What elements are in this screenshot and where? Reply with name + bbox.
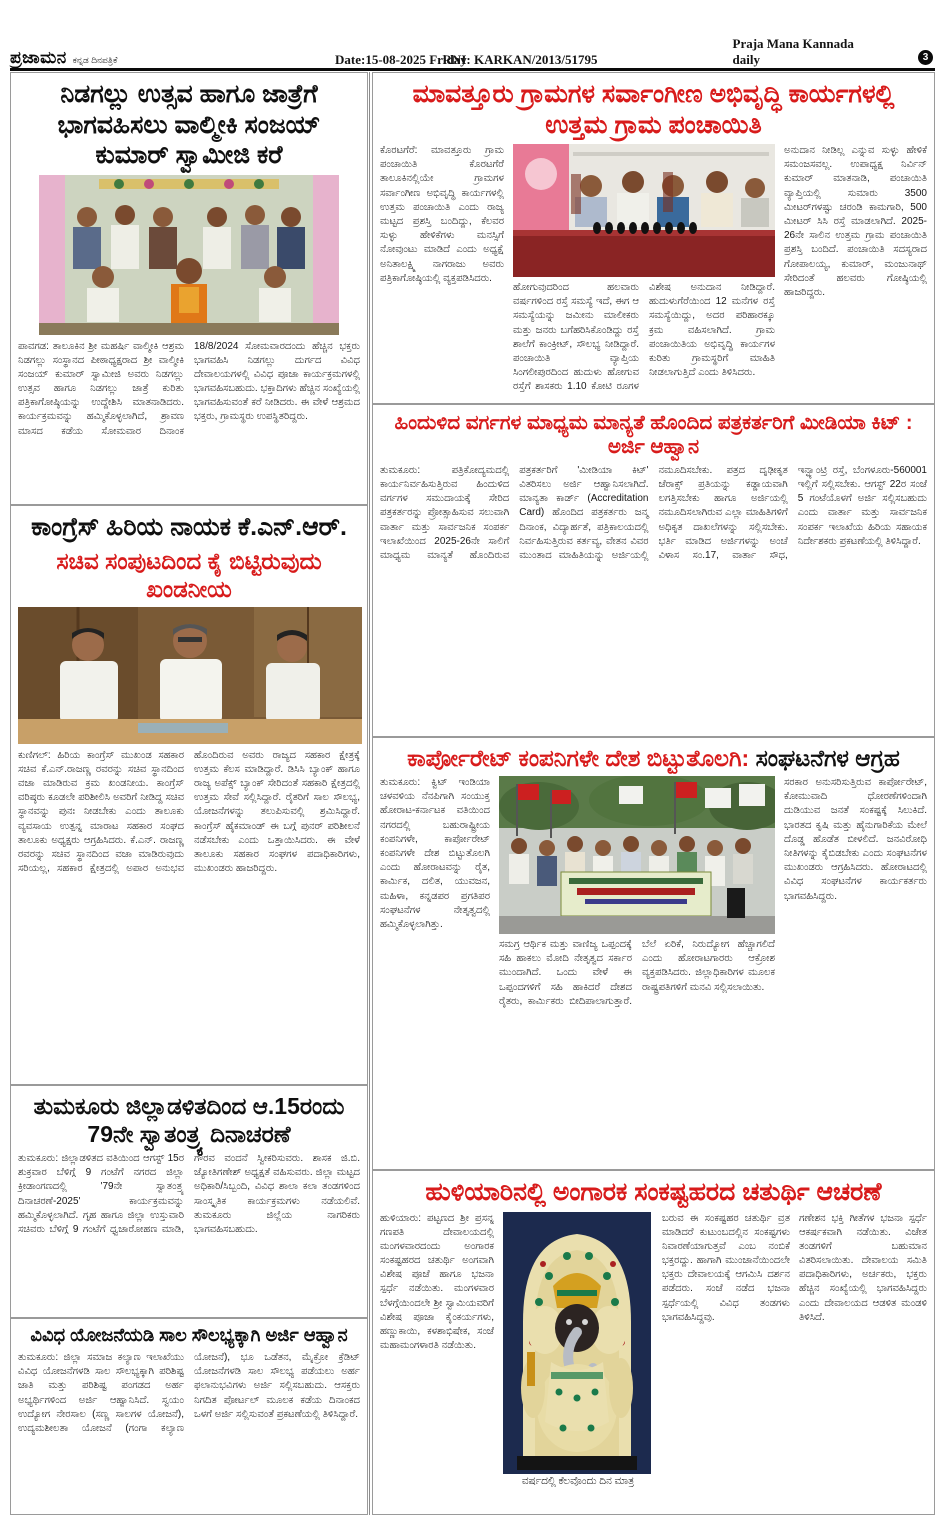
- edition-date: Date:15-08-2025 Friday: [335, 52, 467, 67]
- article-mavatturu-panchayat: [372, 72, 935, 404]
- three-men-photo-illustration: [18, 607, 362, 744]
- article-headline: ಹುಳಿಯಾರಿನಲ್ಲಿ ಅಂಗಾರಕ ಸಂಕಷ್ಟಹರದ ಚತುರ್ಥಿ ಆಚರಣೆ: [425, 1178, 882, 1206]
- article-headline-red: ಕಾರ್ಪೋರೇಟ್ ಕಂಪನಿಗಳೇ ದೇಶ ಬಿಟ್ಟುತೊಲಗಿ:: [407, 745, 750, 771]
- article-media-kit: [372, 404, 935, 737]
- article-headline: [380, 744, 927, 772]
- photo-caption: ವರ್ಷದಲ್ಲಿ ಕೆಲವೊಂದು ದಿನ ಮಾತ್ರ: [521, 1475, 635, 1487]
- article-body-below-photo: ಹೋಗುವುದರಿಂದ ಹಲವಾರು ವರ್ಷಗಳಿಂದ ರಸ್ತೆ ಸಮಸ್ಯೆ ಇದೆ, ಈಗ ಆ ಸಮಸ್ಯೆಯನ್ನು ಜಮೀನು ಮಾಲೀಕರು ಮತ್ತು ಜನರು ಬಗೆಹರಿಸಿಕೊಂಡಿದ್ದು ರಸ್ತೆ ಶಾಲೆಗೆ ಕಾಂಕ್ರೀಟ್, ಸೌಲಭ್ಯ ನೀಡಿದ್ದಾರೆ. ಪಂಚಾಯಿತಿ ವ್ಯಾಪ್ತಿಯ ಸಿಂಗಲೀಪುರದಿಂದ ಹುದುಳು ಹೋಗುವ ರಸ್ತೆಗೆ ಶಾಸಕರು 1.10 ಕೋಟಿ ರೂಗಳ ವಿಶೇಷ ಅನುದಾನ ನೀಡಿದ್ದಾರೆ. ಹುದುಳುಗೆರೆಯಿಂದ 12 ಮನೆಗಳ ರಸ್ತೆ ಸಮಸ್ಯೆಯಿದ್ದು, ಅದರ ಪರಿಹಾರಕ್ಕೂ ಕ್ರಮ ವಹಿಸಲಾಗಿದೆ. ಗ್ರಾಮ ಪಂಚಾಯಿತಿಯ ಅಭಿವೃದ್ಧಿ ಕಾರ್ಯಗಳ ಕುರಿತು ಗ್ರಾಮಸ್ಥರಿಗೆ ಮಾಹಿತಿ ನೀಡಲಾಗುತ್ತಿದೆ ಎಂದು ತಿಳಿಸಿದರು.: [513, 282, 775, 393]
- article-corporate-protest: [372, 737, 935, 1170]
- press-conference-illustration: [513, 144, 775, 277]
- article-knr-cabinet: [10, 505, 368, 1085]
- article-body: ತುಮಕೂರು: ಜಿಲ್ಲಾಡಳಿತದ ವತಿಯಿಂದ ಆಗಸ್ಟ್ 15ರ ಶುಕ್ರವಾರ ಬೆಳಿಗ್ಗೆ 9 ಗಂಟೆಗೆ ನಗರದ ಜಿಲ್ಲಾ ಕ್ರೀಡಾಂಗಣದಲ್ಲಿ '79ನೇ ಸ್ವಾತಂತ್ರ್ಯ ದಿನಾಚರಣೆ-2025' ಕಾರ್ಯಕ್ರಮವನ್ನು ಹಮ್ಮಿಕೊಳ್ಳಲಾಗಿದೆ. ಗೃಹ ಹಾಗೂ ಜಿಲ್ಲಾ ಉಸ್ತುವಾರಿ ಸಚಿವರು ಬೆಳಿಗ್ಗೆ 9 ಗಂಟೆಗೆ ಧ್ವಜಾರೋಹಣ ಮಾಡಿ, ಗೌರವ ವಂದನೆ ಸ್ವೀಕರಿಸುವರು. ಶಾಸಕ ಜಿ.ಬಿ. ಜ್ಯೋತಿಗಣೇಶ್ ಅಧ್ಯಕ್ಷತೆ ವಹಿಸುವರು. ಜಿಲ್ಲಾ ಮಟ್ಟದ ಅಧಿಕಾರಿ/ಸಿಬ್ಬಂದಿ, ವಿವಿಧ ಶಾಲಾ ಕಲಾ ತಂಡಗಳಿಂದ ಸಾಂಸ್ಕೃತಿಕ ಕಾರ್ಯಕ್ರಮಗಳು ನಡೆಯಲಿವೆ. ತುಮಕೂರು ಜಿಲ್ಲೆಯ ನಾಗರಿಕರು ಭಾಗವಹಿಸಬಹುದು.: [18, 1153, 360, 1236]
- article-body-col1: ಕೊರಟಗೆರೆ: ಮಾವತ್ತೂರು ಗ್ರಾಮ ಪಂಚಾಯಿತಿ ಕೊರಟಗೆರೆ ತಾಲೂಕಿನಲ್ಲಿಯೇ ಗ್ರಾಮಗಳ ಸರ್ವಾಂಗೀಣ ಅಭಿವೃದ್ಧಿ ಕಾರ್ಯಗಳಲ್ಲಿ ಉತ್ತಮ ಪಂಚಾಯಿತಿ ಎಂದು ರಾಜ್ಯ ಮಟ್ಟದ ಪ್ರಶಸ್ತಿ ಬಂದಿದ್ದು, ಕೆಲವರ ಸುಳ್ಳು ಹೇಳಿಕೆಗಳು ಮನಸ್ಸಿಗೆ ನೋವುಂಟು ಮಾಡಿದೆ ಎಂದು ಅಧ್ಯಕ್ಷೆ ಅನಿತಾಲಕ್ಷ್ಮಿ ನಾಗರಾಜು ಅವರು ಪತ್ರಿಕಾಗೋಷ್ಠಿಯಲ್ಲಿ ವ್ಯಕ್ತಪಡಿಸಿದರು.: [380, 145, 504, 284]
- article-huliyar-chaturthi: [372, 1170, 935, 1515]
- article-body-col4: ಅನುದಾನ ನೀಡಿಲ್ಲ ಎನ್ನುವ ಸುಳ್ಳು ಹೇಳಿಕೆ ಸಮಂಜಸವಲ್ಲ. ಉಪಾಧ್ಯಕ್ಷ ನಿರ್ವಿನ್ ಕುಮಾರ್ ಮಾತನಾಡಿ, ಪಂಚಾಯಿತಿ ವ್ಯಾಪ್ತಿಯಲ್ಲಿ ಸುಮಾರು 3500 ಮೀಟರ್‌ಗಳಷ್ಟು ಚರಂಡಿ ಕಾಮಗಾರಿ, 500 ಮೀಟರ್ ಸಿಸಿ ರಸ್ತೆ ಮಾಡಲಾಗಿದೆ. 2025-26ನೇ ಸಾಲಿನ ಉತ್ತಮ ಗ್ರಾಮ ಪಂಚಾಯಿತಿ ಪ್ರಶಸ್ತಿ ಬಂದಿದೆ. ಪಂಚಾಯಿತಿ ಸದಸ್ಯರಾದ ಗೋಪಾಲಯ್ಯ, ಕುಮಾರ್, ಮಂಜುನಾಥ್ ಸೇರಿದಂತೆ ಹಲವರು ಗೋಷ್ಠಿಯಲ್ಲಿ ಹಾಜರಿದ್ದರು.: [784, 145, 927, 298]
- article-headline-black: ಸಂಘಟನೆಗಳ ಆಗ್ರಹ: [755, 745, 900, 771]
- article-body: ತುಮಕೂರು: ಜಿಲ್ಲಾ ಸಮಾಜ ಕಲ್ಯಾಣ ಇಲಾಖೆಯು ವಿವಿಧ ಯೋಜನೆಗಳಡಿ ಸಾಲ ಸೌಲಭ್ಯಕ್ಕಾಗಿ ಪರಿಶಿಷ್ಟ ಜಾತಿ ಮತ್ತು ಪರಿಶಿಷ್ಟ ಪಂಗಡದ ಅರ್ಹ ಅಭ್ಯರ್ಥಿಗಳಿಂದ ಅರ್ಜಿ ಆಹ್ವಾನಿಸಿದೆ. ಸ್ವಯಂ ಉದ್ಯೋಗ ನೇರಸಾಲ (ಸಣ್ಣ ಸಾಲಗಳ ಯೋಜನೆ), ಉದ್ಯಮಶೀಲತಾ ಯೋಜನೆ (ಗಂಗಾ ಕಲ್ಯಾಣ ಯೋಜನೆ), ಭೂ ಒಡೆತನ, ಮೈಕ್ರೋ ಕ್ರೆಡಿಟ್ ಯೋಜನೆಗಳಡಿ ಸಾಲ ಸೌಲಭ್ಯ ಪಡೆಯಲು ಅರ್ಹ ಫಲಾನುಭವಿಗಳು ಅರ್ಜಿ ಸಲ್ಲಿಸಬಹುದು. ಆಸಕ್ತರು ನಿಗದಿತ ಪೋರ್ಟಲ್ ಮೂಲಕ ಕಡೆಯ ದಿನಾಂಕದ ಒಳಗೆ ಅರ್ಜಿ ಸಲ್ಲಿಸುವಂತೆ ಪ್ರಕಟಣೆಯಲ್ಲಿ ತಿಳಿಸಿದ್ದಾರೆ.: [18, 1351, 360, 1434]
- article-body-col4: ಸರಕಾರ ಅನುಸರಿಸುತ್ತಿರುವ ಕಾರ್ಪೋರೇಟ್, ಕೋಮುವಾದಿ ಧೋರಣೆಗಳಿಂದಾಗಿ ದುಡಿಯುವ ಜನತೆ ಸಂಕಷ್ಟಕ್ಕೆ ಸಿಲುಕಿದೆ. ಭಾರತದ ಕೃಷಿ ಮತ್ತು ಹೈನುಗಾರಿಕೆಯ ಮೇಲೆ ದೊಡ್ಡ ಹೊಡೆತ ಬೀಳಲಿದೆ. ಜನವಿರೋಧಿ ನೀತಿಗಳನ್ನು ಕೈಬಿಡಬೇಕು ಎಂದು ಸಂಘಟನೆಗಳ ಮುಖಂಡರು ಆಗ್ರಹಿಸಿದರು. ಹೋರಾಟದಲ್ಲಿ ವಿವಿಧ ಸಂಘಟನೆಗಳ ಕಾರ್ಯಕರ್ತರು ಭಾಗವಹಿಸಿದ್ದರು.: [784, 777, 927, 902]
- article-body: ತುಮಕೂರು: ಪತ್ರಿಕೋದ್ಯಮದಲ್ಲಿ ಕಾರ್ಯನಿರ್ವಹಿಸುತ್ತಿರುವ ಹಿಂದುಳಿದ ವರ್ಗಗಳ ಸಮುದಾಯಕ್ಕೆ ಸೇರಿದ ಪತ್ರಕರ್ತರನ್ನು ಪ್ರೋತ್ಸಾಹಿಸುವ ಸಲುವಾಗಿ ವಾರ್ತಾ ಮತ್ತು ಸಾರ್ವಜನಿಕ ಸಂಪರ್ಕ ಇಲಾಖೆಯಿಂದ 2025-26ನೇ ಸಾಲಿಗೆ ಮಾಧ್ಯಮ ಮಾನ್ಯತೆ ಹೊಂದಿರುವ ಪತ್ರಕರ್ತರಿಗೆ 'ಮೀಡಿಯಾ ಕಿಟ್' ವಿತರಿಸಲು ಅರ್ಜಿ ಆಹ್ವಾನಿಸಲಾಗಿದೆ. ಮಾನ್ಯತಾ ಕಾರ್ಡ್ (Accreditation Card) ಹೊಂದಿದ ಪತ್ರಕರ್ತರು ಜನ್ಮ ದಿನಾಂಕ, ವಿದ್ಯಾರ್ಹತೆ, ಪತ್ರಿಕಾಲಯದಲ್ಲಿ ನಿರ್ವಹಿಸುತ್ತಿರುವ ಕರ್ತವ್ಯ, ವೇತನ ವಿವರ ಮುಂತಾದ ಮಾಹಿತಿಯನ್ನು ಅರ್ಜಿಯಲ್ಲಿ ನಮೂದಿಸಬೇಕು. ಪತ್ರದ ದೃಢೀಕೃತ ಜೆರಾಕ್ಸ್ ಪ್ರತಿಯನ್ನು ಕಡ್ಡಾಯವಾಗಿ ಲಗತ್ತಿಸಬೇಕು ಹಾಗೂ ಅರ್ಜಿಯಲ್ಲಿ ನಮೂದಿಸಲಾಗಿರುವ ಎಲ್ಲಾ ಮಾಹಿತಿಗಳಿಗೆ ಅಧಿಕೃತ ದಾಖಲೆಗಳನ್ನು ಸಲ್ಲಿಸಬೇಕು. ಭರ್ತಿ ಮಾಡಿದ ಅರ್ಜಿಗಳನ್ನು ಅಂಚೆ ವಿಳಾಸ ಸಂ.17, ವಾರ್ತಾ ಸೌಧ, ಇನ್ಫ್ಯಾಂಟ್ರಿ ರಸ್ತೆ, ಬೆಂಗಳೂರು-560001 ಇಲ್ಲಿಗೆ ಸಲ್ಲಿಸಬೇಕು. ಆಗಸ್ಟ್ 22ರ ಸಂಜೆ 5 ಗಂಟೆಯೊಳಗೆ ಅರ್ಜಿ ಸಲ್ಲಿಸಬಹುದು ಎಂದು ವಾರ್ತಾ ಮತ್ತು ಸಾರ್ವಜನಿಕ ಸಂಪರ್ಕ ಇಲಾಖೆಯ ಹಿರಿಯ ಸಹಾಯಕ ನಿರ್ದೇಶಕರು ಪ್ರಕಟಣೆಯಲ್ಲಿ ತಿಳಿಸಿದ್ದಾರೆ.: [380, 464, 927, 561]
- article-headline: ಮಾವತ್ತೂರು ಗ್ರಾಮಗಳ ಸರ್ವಾಂಗೀಣ ಅಭಿವೃದ್ಧಿ ಕಾರ್ಯಗಳಲ್ಲಿ ಉತ್ತಮ ಗ್ರಾಮ ಪಂಚಾಯಿತಿ: [412, 80, 895, 139]
- article-headline: ವಿವಿಧ ಯೋಜನೆಯಡಿ ಸಾಲ ಸೌಲಭ್ಯಕ್ಕಾಗಿ ಅರ್ಜಿ ಆಹ್ವಾನ: [30, 1325, 348, 1345]
- article-body-col2: ಬರುವ ಈ ಸಂಕಷ್ಟಹರ ಚತುರ್ಥಿ ವ್ರತ ಮಾಡಿದರೆ ಕುಟುಂಬದಲ್ಲಿನ ಸಂಕಷ್ಟಗಳು ನಿವಾರಣೆಯಾಗುತ್ತವೆ ಎಂಬ ನಂಬಿಕೆ ಭಕ್ತರದ್ದು. ಹಾಗಾಗಿ ಮುಂಜಾನೆಯಿಂದಲೇ ಭಕ್ತರು ದೇವಾಲಯಕ್ಕೆ ಆಗಮಿಸಿ ದರ್ಶನ ಪಡೆದರು. ಸಂಜೆ ನಡೆದ ಭಜನಾ ಸ್ಪರ್ಧೆಯಲ್ಲಿ ವಿವಿಧ ತಂಡಗಳು ಭಾಗವಹಿಸಿದ್ದವು.: [662, 1212, 790, 1323]
- photo-press-conference: [513, 144, 775, 277]
- article-body-col3: ಗಣೇಶನ ಭಕ್ತಿ ಗೀತೆಗಳ ಭಜನಾ ಸ್ಪರ್ಧೆ ಆಕರ್ಷಕವಾಗಿ ನಡೆಯಿತು. ವಿಜೇತ ತಂಡಗಳಿಗೆ ಬಹುಮಾನ ವಿತರಿಸಲಾಯಿತು. ದೇವಾಲಯ ಸಮಿತಿ ಪದಾಧಿಕಾರಿಗಳು, ಅರ್ಚಕರು, ಭಕ್ತರು ಹೆಚ್ಚಿನ ಸಂಖ್ಯೆಯಲ್ಲಿ ಭಾಗವಹಿಸಿದ್ದರು ಎಂದು ದೇವಾಲಯದ ಆಡಳಿತ ಮಂಡಳಿ ತಿಳಿಸಿದೆ.: [799, 1212, 927, 1323]
- protest-photo-illustration: [499, 776, 775, 934]
- article-independence-day: [10, 1085, 368, 1318]
- newspaper-tagline: ಕನ್ನಡ ದಿನಪತ್ರಿಕೆ: [72, 55, 118, 65]
- page-number-badge: 3: [918, 50, 933, 65]
- masthead: [10, 36, 935, 71]
- column-divider: [369, 72, 370, 1515]
- group-photo-illustration: [39, 175, 339, 335]
- article-nidagallu-utsava: [10, 72, 368, 505]
- article-headline: ತುಮಕೂರು ಜಿಲ್ಲಾಡಳಿತದಿಂದ ಆ.15ರಂದು 79ನೇ ಸ್ವಾತಂತ್ರ್ಯ ದಿನಾಚರಣೆ: [33, 1093, 345, 1148]
- newspaper-name-english: Praja Mana Kannada daily: [732, 36, 854, 67]
- article-headline: ನಿಡಗಲ್ಲು ಉತ್ಸವ ಹಾಗೂ ಜಾತ್ರೆಗೆ ಭಾಗವಹಿಸಲು ವಾಲ್ಮೀಕಿ ಸಂಜಯ್ ಕುಮಾರ್ ಸ್ವಾಮೀಜಿ ಕರೆ: [57, 80, 321, 169]
- ganesha-idol-illustration: [503, 1212, 651, 1474]
- article-subheadline: ಸಚಿವ ಸಂಪುಟದಿಂದ ಕೈ ಬಿಟ್ಟಿರುವುದು ಖಂಡನೀಯ: [56, 547, 322, 602]
- article-headline: ಹಿಂದುಳಿದ ವರ್ಗಗಳ ಮಾಧ್ಯಮ ಮಾನ್ಯತೆ ಹೊಂದಿದ ಪತ್ರಕರ್ತರಿಗೆ ಮೀಡಿಯಾ ಕಿಟ್ : ಅರ್ಜಿ ಆಹ್ವಾನ: [394, 412, 913, 459]
- article-loan-schemes: [10, 1318, 368, 1515]
- photo-three-leaders: [18, 607, 360, 744]
- newspaper-logo: ಪ್ರಜಾಮನ: [10, 48, 67, 67]
- photo-ganesha-idol: [503, 1212, 653, 1488]
- rni-number: RNI: KARKAN/2013/51795: [442, 52, 598, 67]
- photo-protest-march: [499, 776, 775, 934]
- article-headline: ಕಾಂಗ್ರೆಸ್ ಹಿರಿಯ ನಾಯಕ ಕೆ.ಎನ್.ಆರ್.: [31, 513, 347, 541]
- article-body-col1: ತುಮಕೂರು: ಕ್ವಿಟ್ ಇಂಡಿಯಾ ಚಳವಳಿಯ ನೆನಪಿಗಾಗಿ ಸಂಯುಕ್ತ ಹೋರಾಟ-ಕರ್ನಾಟಕ ವತಿಯಿಂದ ನಗರದಲ್ಲಿ ಬಹುರಾಷ್ಟ್ರೀಯ ಕಂಪನಿಗಳೇ, ಕಾರ್ಪೋರೇಟ್ ಕಂಪನಿಗಳೇ ದೇಶ ಬಿಟ್ಟುತೊಲಗಿ ಎಂದು ಹೋರಾಟವನ್ನು ರೈತ, ಕಾರ್ಮಿಕ, ದಲಿತ, ಯುವಜನ, ಮಹಿಳಾ, ಕನ್ನಡಪರ ಪ್ರಗತಿಪರ ಸಂಘಟನೆಗಳ ನೇತೃತ್ವದಲ್ಲಿ ಹಮ್ಮಿಕೊಳ್ಳಲಾಗಿತ್ತು.: [380, 777, 490, 930]
- article-body-col1: ಹುಳಿಯಾರು: ಪಟ್ಟಣದ ಶ್ರೀ ಪ್ರಸನ್ನ ಗಣಪತಿ ದೇವಾಲಯದಲ್ಲಿ ಮಂಗಳವಾರದಂದು ಅಂಗಾರಕ ಸಂಕಷ್ಟಹರದ ಚತುರ್ಥಿ ಅಂಗವಾಗಿ ವಿಶೇಷ ಪೂಜೆ ಹಾಗೂ ಭಜನಾ ಸ್ಪರ್ಧೆ ನಡೆಯಿತು. ಮಂಗಳವಾರ ಬೆಳಗ್ಗೆಯಿಂದಲೇ ಶ್ರೀ ಸ್ವಾಮಿಯವರಿಗೆ ವಿಶೇಷ ಪೂಜಾ ಕೈಂಕರ್ಯಗಳು, ಹಣ್ಣುಕಾಯಿ, ಕಳಶಾಭಿಷೇಕ, ಸಂಜೆ ಮಹಾಮಂಗಳಾರತಿ ನಡೆಯಿತು.: [380, 1212, 494, 1352]
- article-body-below-photo: ಸಮಗ್ರ ಆರ್ಥಿಕ ಮತ್ತು ವಾಣಿಜ್ಯ ಒಪ್ಪಂದಕ್ಕೆ ಸಹಿ ಹಾಕಲು ಮೋದಿ ನೇತೃತ್ವದ ಸರ್ಕಾರ ಮುಂದಾಗಿದೆ. ಒಂದು ವೇಳೆ ಈ ಒಪ್ಪಂದಗಳಿಗೆ ಸಹಿ ಹಾಕಿದರೆ ದೇಶದ ರೈತರು, ಕಾರ್ಮಿಕರು ಬೀದಿಪಾಲಾಗುತ್ತಾರೆ. ಬೆಲೆ ಏರಿಕೆ, ನಿರುದ್ಯೋಗ ಹೆಚ್ಚಾಗಲಿದೆ ಎಂದು ಹೋರಾಟಗಾರರು ಆಕ್ರೋಶ ವ್ಯಕ್ತಪಡಿಸಿದರು. ಜಿಲ್ಲಾಧಿಕಾರಿಗಳ ಮೂಲಕ ರಾಷ್ಟ್ರಪತಿಗಳಿಗೆ ಮನವಿ ಸಲ್ಲಿಸಲಾಯಿತು.: [499, 939, 775, 1007]
- article-body: ಕುಣಿಗಲ್: ಹಿರಿಯ ಕಾಂಗ್ರೆಸ್ ಮುಖಂಡ ಸಹಕಾರ ಸಚಿವ ಕೆ.ಎನ್.ರಾಜಣ್ಣ ರವರನ್ನು ಸಚಿವ ಸ್ಥಾನದಿಂದ ವಜಾ ಮಾಡಿರುವ ಕ್ರಮ ಖಂಡನೀಯ. ಕಾಂಗ್ರೆಸ್ ವರಿಷ್ಠರು ಕೂಡಲೇ ಪರಿಶೀಲಿಸಿ ಅವರಿಗೆ ನೀಡಿದ್ದ ಸಚಿವ ಸ್ಥಾನವನ್ನು ಪುನಃ ನೀಡಬೇಕು ಎಂದು ತಾಲೂಕು ವ್ಯವಸಾಯ ಉತ್ಪನ್ನ ಮಾರಾಟ ಸಹಕಾರ ಸಂಘದ ತಾಲೂಕು ಅಧ್ಯಕ್ಷರು ಆಗ್ರಹಿಸಿದರು. ಕೆ.ಎನ್. ರಾಜಣ್ಣ ರವರನ್ನು ಸಚಿವ ಸ್ಥಾನದಿಂದ ವಜಾ ಮಾಡಿರುವುದು ಸರಿಯಲ್ಲ, ಸಹಕಾರ ಕ್ಷೇತ್ರದಲ್ಲಿ ಅಪಾರ ಅನುಭವ ಹೊಂದಿರುವ ಅವರು ರಾಜ್ಯದ ಸಹಕಾರ ಕ್ಷೇತ್ರಕ್ಕೆ ಉತ್ತಮ ಕೆಲಸ ಮಾಡಿದ್ದಾರೆ. ಡಿಸಿಸಿ ಬ್ಯಾಂಕ್ ಹಾಗೂ ರಾಜ್ಯ ಅಪೆಕ್ಸ್ ಬ್ಯಾಂಕ್ ಸೇರಿದಂತೆ ಸಹಕಾರಿ ಕ್ಷೇತ್ರದಲ್ಲಿ ಉತ್ತಮ ಸೇವೆ ಸಲ್ಲಿಸಿದ್ದಾರೆ. ರೈತರಿಗೆ ಸಾಲ ಸೌಲಭ್ಯ, ಯೋಜನೆಗಳನ್ನು ತಲುಪಿಸುವಲ್ಲಿ ಶ್ರಮಿಸಿದ್ದಾರೆ. ಕಾಂಗ್ರೆಸ್ ಹೈಕಮಾಂಡ್ ಈ ಬಗ್ಗೆ ಪುನರ್ ಪರಿಶೀಲನೆ ನಡೆಸಬೇಕು ಎಂದು ಒತ್ತಾಯಿಸಿದರು. ಈ ವೇಳೆ ತಾಲೂಕು ಸಹಕಾರ ಸಂಘಗಳ ಪದಾಧಿಕಾರಿಗಳು, ಮುಖಂಡರು ಹಾಜರಿದ್ದರು.: [18, 749, 360, 875]
- article-body: ಪಾವಗಡ: ತಾಲೂಕಿನ ಶ್ರೀ ಮಹರ್ಷಿ ವಾಲ್ಮೀಕಿ ಆಶ್ರಮ ನಿಡಗಲ್ಲು ಸಂಸ್ಥಾನದ ಪೀಠಾಧ್ಯಕ್ಷರಾದ ಶ್ರೀ ವಾಲ್ಮೀಕಿ ಸಂಜಯ್ ಕುಮಾರ್ ಸ್ವಾಮೀಜಿ ಅವರು ನಿಡಗಲ್ಲು ಉತ್ಸವ ಹಾಗೂ ನಿಡಗಲ್ಲು ಜಾತ್ರೆ ಕುರಿತು ಪತ್ರಿಕಾಗೋಷ್ಠಿಯನ್ನು ಉದ್ದೇಶಿಸಿ ಮಾತನಾಡಿದರು. ಕಾರ್ಯಕ್ರಮವನ್ನು ಹಮ್ಮಿಕೊಳ್ಳಲಾಗಿದೆ, ಶ್ರಾವಣ ಮಾಸದ ಕಡೆಯ ಸೋಮವಾರ ದಿನಾಂಕ 18/8/2024 ಸೋಮವಾರದಂದು ಹೆಚ್ಚಿನ ಭಕ್ತರು ಭಾಗವಹಿಸಿ ನಿಡಗಲ್ಲು ದುರ್ಗದ ವಿವಿಧ ದೇವಾಲಯಗಳಲ್ಲಿ ವಿವಿಧ ಪೂಜಾ ಕಾರ್ಯಕ್ರಮಗಳಲ್ಲಿ ಭಾಗವಹಿಸಬಹುದು. ಭಕ್ತಾದಿಗಳು ಹೆಚ್ಚಿನ ಸಂಖ್ಯೆಯಲ್ಲಿ ಭಾಗವಹಿಸುವಂತೆ ಕರೆ ನೀಡಿದರು. ಈ ವೇಳೆ ಆಶ್ರಮದ ಭಕ್ತರು, ಗ್ರಾಮಸ್ಥರು ಉಪಸ್ಥಿತರಿದ್ದರು.: [18, 340, 360, 437]
- photo-swamiji-group: [18, 175, 360, 335]
